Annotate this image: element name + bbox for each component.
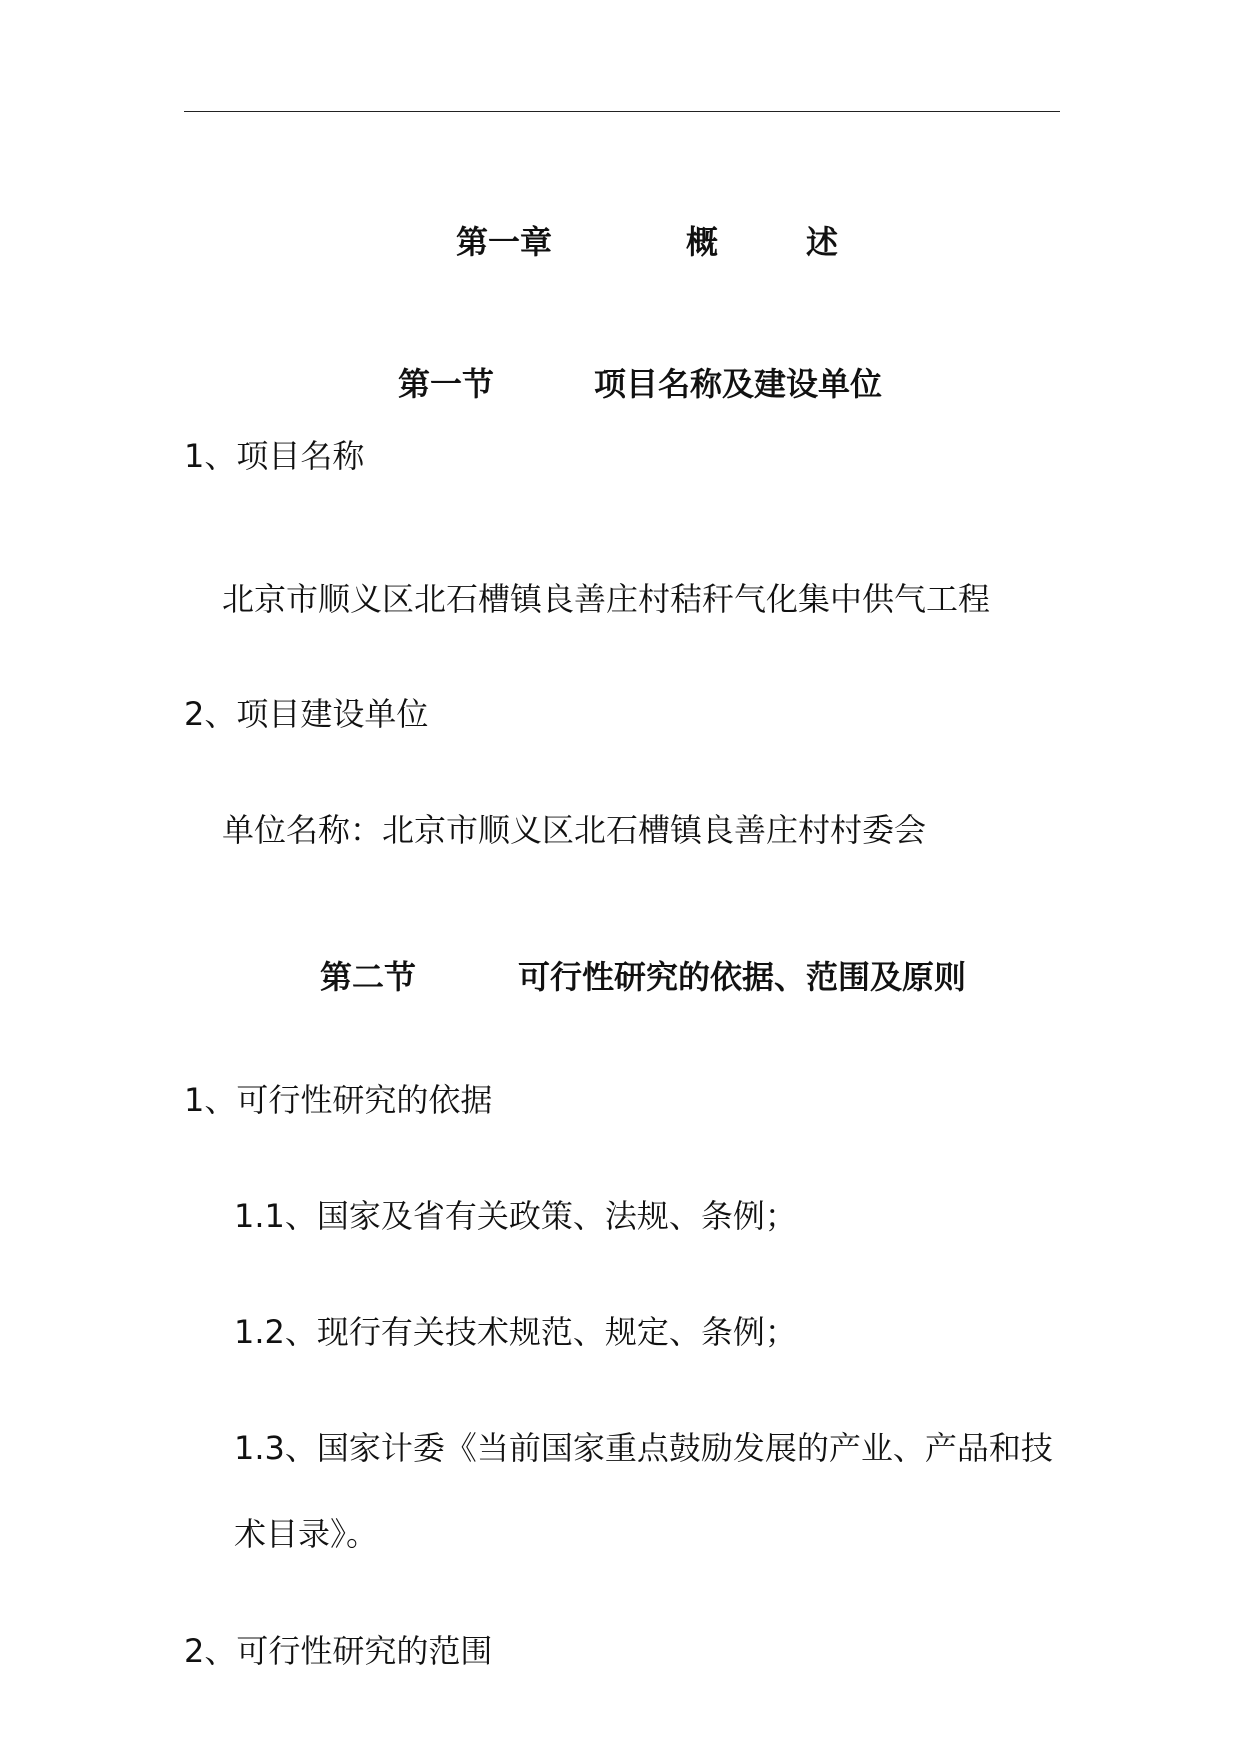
header-rule — [184, 111, 1060, 112]
section2-item1-heading: 1、可行性研究的依据 — [184, 1081, 493, 1119]
section2-item2-heading: 2、可行性研究的范围 — [184, 1632, 493, 1670]
chapter-number: 第一章 — [456, 223, 553, 261]
section2-number: 第二节 — [320, 958, 417, 996]
section1-number: 第一节 — [398, 365, 495, 403]
chapter-title-part1: 概 — [686, 223, 719, 261]
list-item: 1.3、国家计委《当前国家重点鼓励发展的产业、产品和技 — [234, 1429, 1053, 1467]
section1-heading — [398, 364, 882, 404]
section1-item2-text: 单位名称：北京市顺义区北石槽镇良善庄村村委会 — [222, 811, 927, 849]
section2-heading — [320, 957, 966, 997]
chapter-title-part2: 述 — [806, 223, 839, 261]
list-item: 1.2、现行有关技术规范、规定、条例； — [234, 1313, 797, 1351]
list-item: 1.1、国家及省有关政策、法规、条例； — [234, 1197, 797, 1235]
section1-item2-heading: 2、项目建设单位 — [184, 695, 429, 733]
section2-title: 可行性研究的依据、范围及原则 — [518, 958, 967, 996]
section1-item1-text: 北京市顺义区北石槽镇良善庄村秸秆气化集中供气工程 — [222, 580, 991, 618]
list-item-continuation: 术目录》。 — [234, 1515, 379, 1553]
section1-item1-heading: 1、项目名称 — [184, 437, 365, 475]
chapter-heading — [456, 222, 838, 262]
section1-title: 项目名称及建设单位 — [594, 365, 883, 403]
